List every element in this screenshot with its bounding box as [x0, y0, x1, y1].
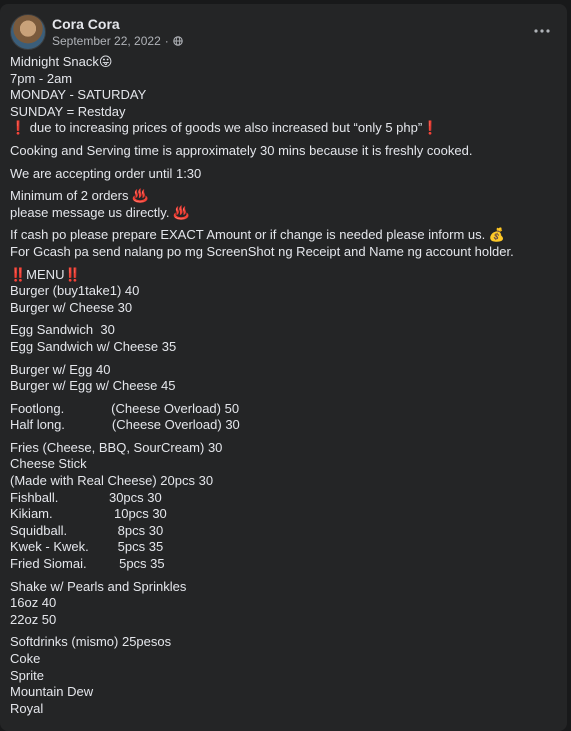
post-text-line: Egg Sandwich 30	[10, 322, 115, 338]
post-text-line: Cheese Stick	[10, 456, 87, 472]
post-paragraph	[10, 401, 557, 434]
post-text-line: please message us directly. ♨️	[10, 204, 190, 220]
post-text-line: 16oz 40	[10, 595, 57, 611]
post-paragraph	[10, 634, 557, 717]
post-text-line: (Made with Real Cheese) 20pcs 30	[10, 473, 214, 489]
post-text-line: Softdrinks (mismo) 25pesos	[10, 634, 172, 650]
post-text-line: SUNDAY = Restday	[10, 103, 126, 119]
post-text-line: ❗ due to increasing prices of goods we also increased but “only 5 php”❗	[10, 120, 439, 136]
post-paragraph	[10, 188, 557, 221]
post-card	[0, 4, 567, 731]
post-text-line: Burger w/ Cheese 30	[10, 299, 133, 315]
post-text-line: ‼️MENU‼️	[10, 266, 81, 282]
post-text-line: Midnight Snack😛	[10, 54, 113, 69]
post-meta	[52, 34, 183, 48]
post-text-line: Fried Siomai. 5pcs 35	[10, 556, 165, 572]
post-paragraph	[10, 143, 557, 160]
post-text-line: Burger w/ Egg w/ Cheese 45	[10, 378, 176, 394]
post-paragraph	[10, 440, 557, 573]
more-options-button[interactable]	[529, 18, 555, 44]
author-name[interactable]: Cora Cora	[52, 16, 120, 32]
post-text-line: MONDAY - SATURDAY	[10, 87, 147, 103]
post-paragraph	[10, 322, 557, 355]
post-text-line: Burger w/ Egg 40	[10, 361, 111, 377]
post-text-line: Fishball. 30pcs 30	[10, 489, 162, 505]
post-text-line: Kwek - Kwek. 5pcs 35	[10, 539, 164, 555]
post-text-line: If cash po please prepare EXACT Amount or if change is needed please inform us. 💰	[10, 227, 506, 243]
post-text-line: Mountain Dew	[10, 684, 94, 700]
post-text-line: 22oz 50	[10, 611, 57, 627]
avatar[interactable]	[10, 14, 46, 50]
post-paragraph	[10, 267, 557, 317]
more-options-icon	[534, 29, 550, 33]
post-text-line: Burger (buy1take1) 40	[10, 283, 140, 299]
globe-icon	[173, 36, 183, 46]
post-text-line: Shake w/ Pearls and Sprinkles	[10, 578, 187, 594]
post-text-line: Squidball. 8pcs 30	[10, 522, 164, 538]
post-text-line: We are accepting order until 1:30	[10, 165, 202, 181]
post-text-line: Half long. (Cheese Overload) 30	[10, 417, 240, 433]
post-text-line: Fries (Cheese, BBQ, SourCream) 30	[10, 439, 223, 455]
post-date[interactable]: September 22, 2022	[52, 34, 161, 48]
post-text-line: For Gcash pa send nalang po mg ScreenShot ng Receipt and Name ng account holder.	[10, 243, 514, 259]
post-text-line: Kikiam. 10pcs 30	[10, 506, 167, 522]
post-text-line: Minimum of 2 orders ♨️	[10, 188, 149, 204]
post-paragraph	[10, 54, 557, 137]
post-text-line: Cooking and Serving time is approximately 30 mins because it is freshly cooked.	[10, 142, 473, 158]
post-text-line: Royal	[10, 700, 44, 716]
post-body	[10, 54, 557, 723]
post-paragraph	[10, 166, 557, 183]
post-text-line: 7pm - 2am	[10, 70, 73, 86]
post-text-line: Egg Sandwich w/ Cheese 35	[10, 338, 177, 354]
post-text-line: Coke	[10, 651, 41, 666]
post-text-line: Sprite	[10, 667, 44, 683]
post-paragraph	[10, 362, 557, 395]
post-header	[0, 4, 567, 60]
post-text-line: Footlong. (Cheese Overload) 50	[10, 400, 240, 416]
post-paragraph	[10, 579, 557, 629]
post-paragraph	[10, 227, 557, 260]
meta-separator: ·	[164, 34, 169, 48]
